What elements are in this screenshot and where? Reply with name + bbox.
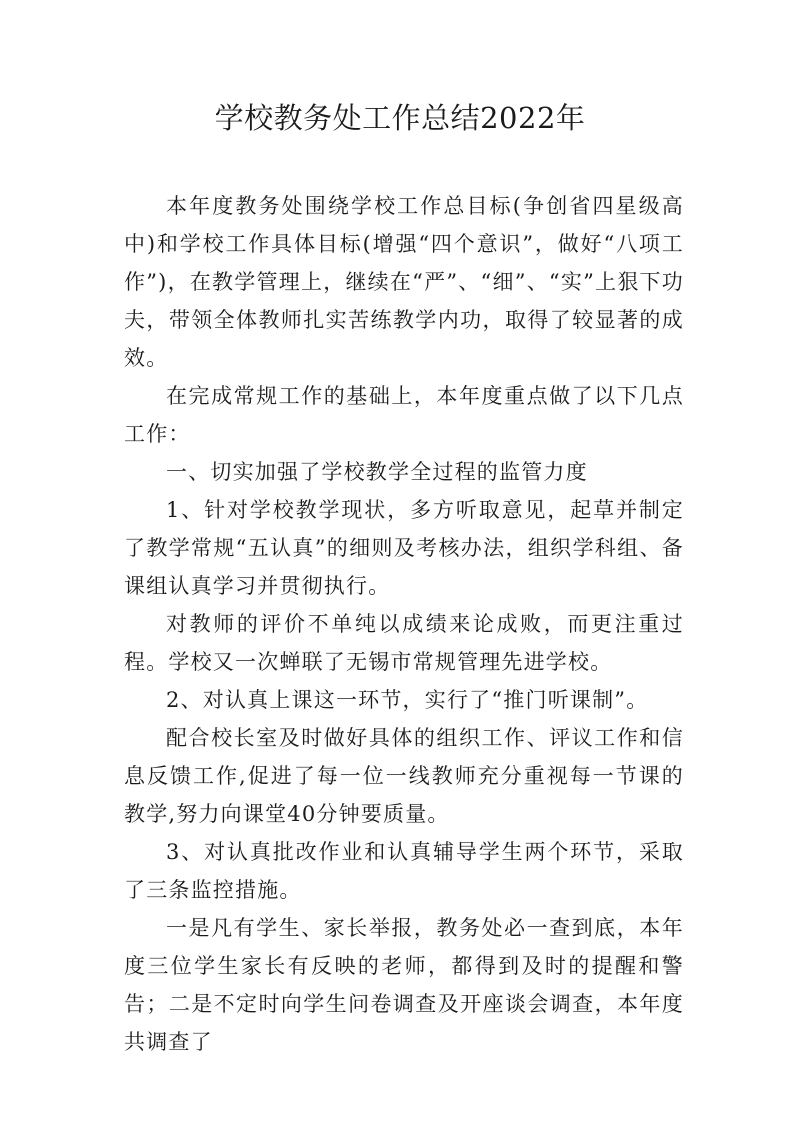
document-title: 学校教务处工作总结2022年 bbox=[214, 101, 586, 135]
section-heading-1: 一、切实加强了学校教学全过程的监管力度 bbox=[166, 460, 588, 484]
paragraph-intro: 本年度教务处围绕学校工作总目标(争创省四星级高中)和学校工作具体目标(增强“四个意识”，做好“八项工作”)，在教学管理上，继续在“严”、“细”、“实”上狠下功夫，带领全体教师扎实苦练教学内功，取得了较显著的成效。 bbox=[124, 194, 684, 370]
document-body bbox=[124, 187, 684, 1061]
paragraph-item-3: 3、对认真批改作业和认真辅导学生两个环节，采取了三条监控措施。 bbox=[124, 840, 684, 902]
paragraph-focus: 在完成常规工作的基础上，本年度重点做了以下几点工作： bbox=[124, 384, 684, 446]
paragraph-item-2: 2、对认真上课这一环节，实行了“推门听课制”。 bbox=[166, 688, 649, 712]
paragraph-measures: 一是凡有学生、家长举报，教务处必一查到底，本年度三位学生家长有反映的老师，都得到及时的提醒和警告；二是不定时向学生问卷调查及开座谈会调查，本年度共调查了 bbox=[124, 916, 684, 1054]
paragraph-evaluation: 对教师的评价不单纯以成绩来论成败，而更注重过程。学校又一次蝉联了无锡市常规管理先进学校。 bbox=[124, 612, 684, 674]
paragraph-cooperation: 配合校长室及时做好具体的组织工作、评议工作和信息反馈工作,促进了每一位一线教师充分重视每一节课的教学,努力向课堂40分钟要质量。 bbox=[124, 726, 684, 826]
paragraph-item-1: 1、针对学校教学现状，多方听取意见，起草并制定了教学常规“五认真”的细则及考核办法，组织学科组、备课组认真学习并贯彻执行。 bbox=[124, 498, 684, 598]
